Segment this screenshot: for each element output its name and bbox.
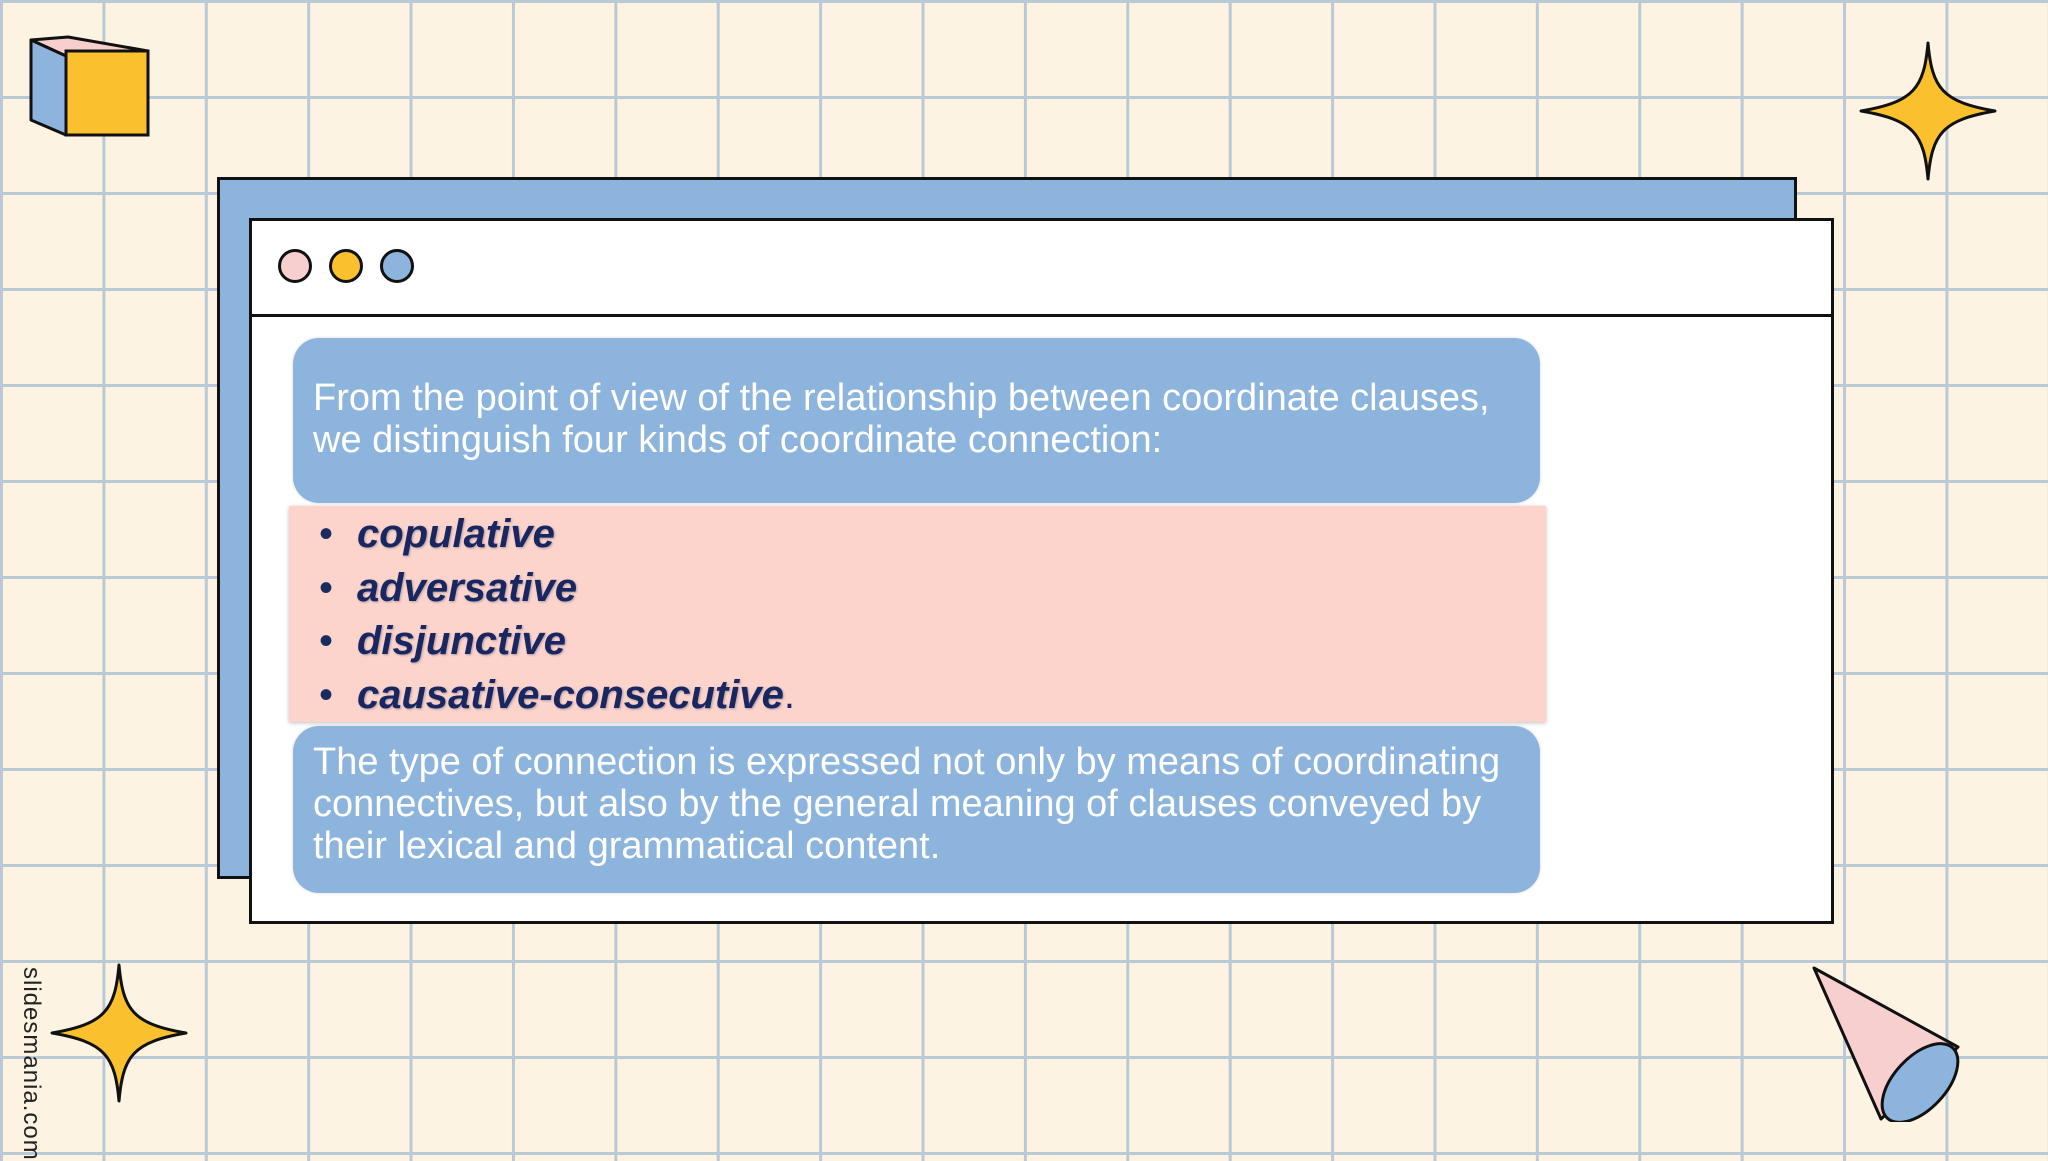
window-dot-blue [380, 249, 414, 283]
sparkle-star-icon [49, 962, 189, 1104]
bullet-icon: • [318, 672, 333, 717]
bullet-list [289, 506, 1546, 722]
conclusion-text-box [293, 726, 1540, 893]
list-item [289, 669, 1546, 723]
bullet-text: causative-consecutive [357, 672, 784, 717]
watermark: slidesmania.com [18, 967, 45, 1161]
list-item [289, 615, 1546, 669]
window-dot-pink [278, 249, 312, 283]
bullet-text: copulative [357, 512, 555, 557]
list-item [289, 508, 1546, 562]
window-title-bar [252, 221, 1831, 317]
sparkle-star-icon [1858, 40, 1998, 182]
conclusion-text: The type of connection is expressed not only by means of coordinating connectives, but also by the general meaning of clauses conveyed by their lexical and grammatical content. [313, 741, 1501, 867]
list-item [289, 562, 1546, 616]
bullet-icon: • [318, 619, 333, 664]
intro-text-box [293, 338, 1540, 503]
window-dot-yellow [329, 249, 363, 283]
bullet-suffix: . [783, 672, 795, 717]
cube-icon [28, 34, 154, 140]
slide-window [249, 218, 1834, 924]
bullet-icon: • [318, 565, 333, 610]
bullet-text: disjunctive [357, 619, 566, 664]
cone-icon [1808, 962, 1968, 1122]
intro-text: From the point of view of the relationship between coordinate clauses, we distinguish four kinds of coordinate connection: [313, 377, 1490, 461]
bullet-text: adversative [357, 565, 578, 610]
bullet-icon: • [318, 512, 333, 557]
